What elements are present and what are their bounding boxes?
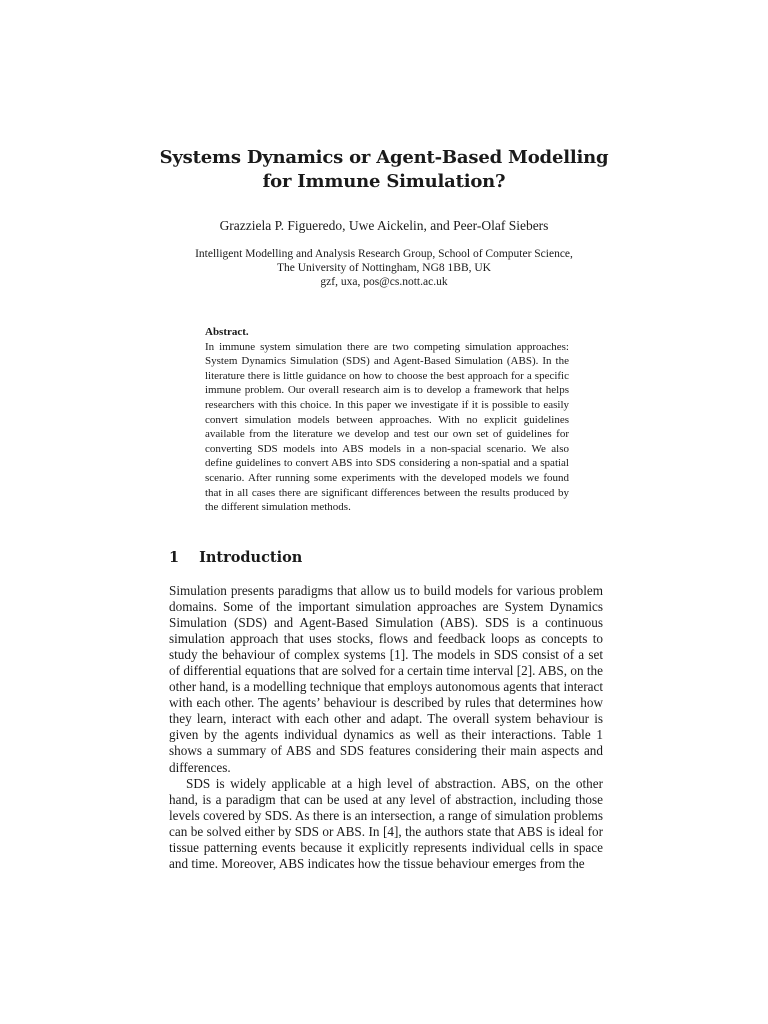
section-heading — [169, 549, 302, 567]
affiliation-line-1: Intelligent Modelling and Analysis Research Group, School of Computer Science, — [195, 248, 573, 260]
paper-title — [0, 146, 768, 194]
abstract — [205, 325, 569, 515]
section-number: 1 — [169, 549, 180, 566]
abstract-heading: Abstract. — [205, 326, 249, 338]
author-emails: gzf, uxa, pos@cs.nott.ac.uk — [320, 276, 448, 288]
section-title: Introduction — [199, 549, 303, 566]
paragraph: SDS is widely applicable at a high level of abstraction. ABS, on the other hand, is a paradigm that can be used at any level of abstraction, including those levels covered by SDS. As there is an intersection, a range of simulation problems can be solved either by SDS or ABS. In [4], the authors state that ABS is ideal for tissue patterning events because it explicitly represents individual cells in space and time. Moreover, ABS indicates how the tissue behaviour emerges from the — [169, 775, 603, 871]
body-text — [169, 583, 603, 872]
paper-title-line-2: for Immune Simulation? — [262, 171, 506, 192]
paper-title-line-1: Systems Dynamics or Agent-Based Modelling — [159, 147, 609, 168]
abstract-text: In immune system simulation there are two competing simulation approaches: System Dynamics Simulation (SDS) and Agent-Based Simulation (ABS). In the literature there is little guidance on how to choose the best approach for a specific immune problem. Our overall research aim is to develop a framework that helps researchers with this choice. In this paper we investigate if it is possible to easily convert simulation models between approaches. With no explicit guidelines available from the literature we develop and test our own set of guidelines for converting SDS models into ABS models in a non-spacial scenario. We also define guidelines to convert ABS into SDS considering a non-spatial and a spatial scenario. After running some experiments with the developed models we found that in all cases there are significant differences between the results produced by the different simulation methods. — [205, 340, 569, 514]
affiliation — [0, 247, 768, 289]
paragraph: Simulation presents paradigms that allow us to build models for various problem domains. Some of the important simulation approaches are System Dynamics Simulation (SDS) and Agent-Based Simulation (ABS). SDS is a continuous simulation approach that uses stocks, flows and feedback loops as concepts to study the behaviour of complex systems [1]. The models in SDS consist of a set of differential equations that are solved for a certain time interval [2]. ABS, on the other hand, is a modelling technique that employs autonomous agents that interact with each other. The agents’ behaviour is described by rules that determines how they learn, interact with each other and adapt. The overall system behaviour is given by the agents individual dynamics as well as their interactions. Table 1 shows a summary of ABS and SDS features considering their main aspects and differences. — [169, 583, 603, 775]
author-list: Grazziela P. Figueredo, Uwe Aickelin, and Peer-Olaf Siebers — [219, 218, 549, 233]
affiliation-line-2: The University of Nottingham, NG8 1BB, UK — [276, 262, 491, 274]
